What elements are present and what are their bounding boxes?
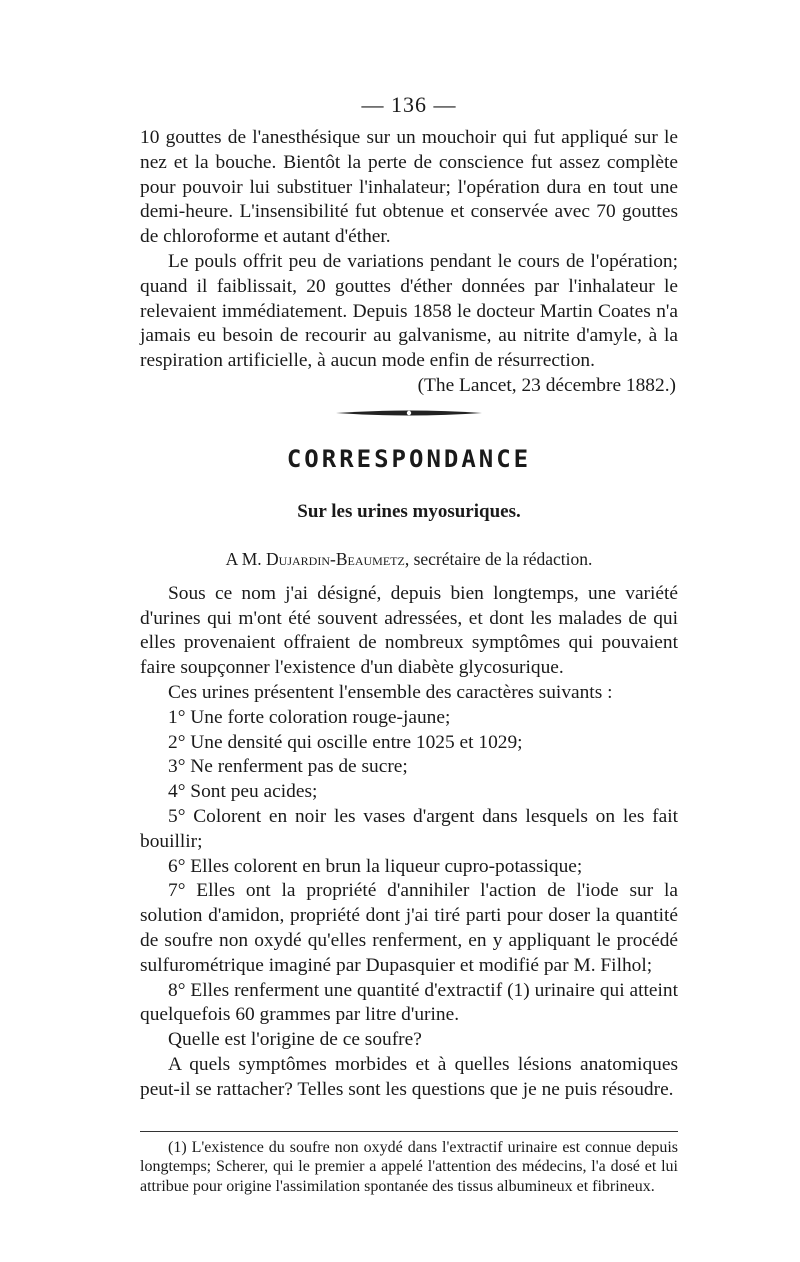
citation: (The Lancet, 23 décembre 1882.): [417, 374, 676, 396]
address-suffix: , secrétaire de la rédaction.: [404, 548, 593, 569]
letter-address: [140, 549, 678, 570]
citation-line: [140, 374, 678, 399]
list-item: 7° Elles ont la propriété d'annihiler l'action de l'iode sur la solution d'amidon, propriété dont j'ai tiré parti pour doser la quantité de soufre non oxydé qu'elles renferment, en y appliquant le procédé sulfurométrique imaginé par Dupasquier et modifié par M. Filhol;: [140, 880, 678, 976]
list-item: 6° Elles colorent en brun la liqueur cupro-potassique;: [168, 855, 583, 877]
address-name: Dujardin-Beaumetz: [266, 548, 405, 569]
list-item: 5° Colorent en noir les vases d'argent dans lesquels on les fait bouillir;: [140, 805, 678, 852]
list-item: 1° Une forte coloration rouge-jaune;: [168, 706, 451, 728]
list-item: 3° Ne renferment pas de sucre;: [168, 756, 408, 778]
question-1: Quelle est l'origine de ce soufre?: [168, 1029, 422, 1051]
list-intro: Ces urines présentent l'ensemble des caractères suivants :: [168, 681, 613, 703]
list-item: 8° Elles renferment une quantité d'extractif (1) urinaire qui atteint quelquefois 60 grammes par litre d'urine.: [140, 979, 678, 1026]
intro-paragraph-1: 10 gouttes de l'anesthésique sur un mouchoir qui fut appliqué sur le nez et la bouche. Bientôt la perte de conscience fut assez complète pour pouvoir lui substituer l'inhalateur; l'opération dura en tout une demi-heure. L'insensibilité fut obtenue et conservée avec 70 gouttes de chloroforme et autant d'éther.: [140, 127, 678, 248]
ornament-divider-icon: [334, 408, 484, 418]
ornament-divider: [140, 405, 678, 423]
list-item: 2° Une densité qui oscille entre 1025 et 1029;: [168, 731, 523, 753]
list-item: 4° Sont peu acides;: [168, 781, 318, 803]
article-title: Sur les urines myosuriques.: [297, 500, 521, 522]
page-number: — 136 —: [361, 92, 457, 117]
address-prefix: A M.: [225, 548, 262, 569]
footnote-rule: [140, 1131, 678, 1132]
letter-opening: Sous ce nom j'ai désigné, depuis bien longtemps, une variété d'urines qui m'ont été souvent adressées, et dont les malades de qui elles provenaient offraient de nombreux symptômes qui pouvaient faire soupçonner l'existence d'un diabète glycosurique.: [140, 582, 678, 679]
footnote: (1) L'existence du soufre non oxydé dans l'extractif urinaire est connue depuis longtemps; Scherer, qui le premier a appelé l'attention des médecins, l'a dosé et lui attribue pour origine l'assimilation spontanée des tissus albumineux et fibrineux.: [140, 1138, 678, 1195]
intro-paragraph-2: Le pouls offrit peu de variations pendant le cours de l'opération; quand il faiblissait, 20 gouttes d'éther données par l'inhalateur le relevaient immédiatement. Depuis 1858 le docteur Martin Coates n'a jamais eu besoin de recourir au galvanisme, au nitrite d'amyle, à la respiration artificielle, à aucun mode enfin de résurrection.: [140, 250, 678, 372]
section-heading: CORRESPONDANCE: [286, 444, 532, 473]
question-2: A quels symptômes morbides et à quelles lésions anatomiques peut-il se rattacher? Telles sont les questions que je ne puis résoudre.: [140, 1053, 678, 1100]
